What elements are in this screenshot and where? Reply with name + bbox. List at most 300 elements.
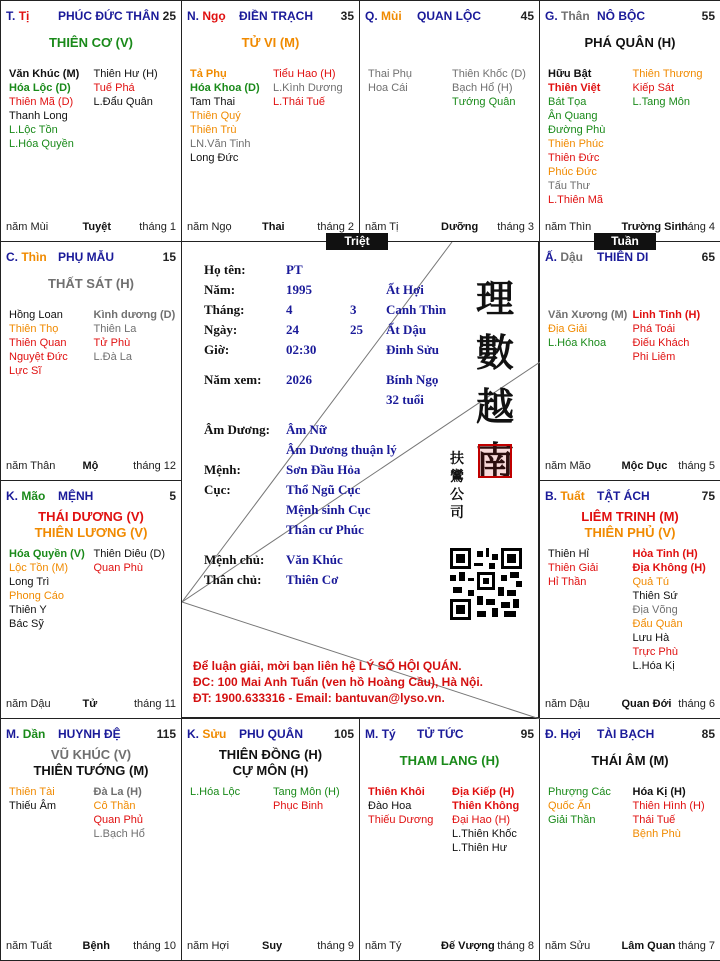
palace-header xyxy=(185,9,356,25)
palace-age-number: 95 xyxy=(520,727,534,741)
minor-star: Thiên Hư (H) xyxy=(93,68,158,80)
ngay-am: 25 xyxy=(350,322,363,337)
main-star-block xyxy=(1,509,181,541)
minor-star: Thiên Giải xyxy=(548,562,599,574)
life-stage: Thai xyxy=(262,221,285,233)
minor-star: Thiên Việt xyxy=(548,82,601,94)
main-star: LIÊM TRINH (M) xyxy=(581,509,679,524)
life-stage: Lâm Quan xyxy=(621,940,676,952)
palace-name: TẬT ÁCH xyxy=(597,489,650,503)
palace-header xyxy=(4,727,178,743)
palace-branch: Tý xyxy=(381,727,396,741)
contact-phone-email: ĐT: 1900.633316 - Email: bantuvan@lyso.vn. xyxy=(193,691,445,705)
palace-branch: Dần xyxy=(22,727,46,741)
minor-star: Thiên Sứ xyxy=(632,590,678,602)
contact-line-1: Để luận giải, mời bạn liên hệ LÝ SỐ HỘI QUÁN. xyxy=(193,659,462,673)
palace-age-number: 15 xyxy=(162,250,176,264)
footer-year: năm Tuất xyxy=(6,940,52,952)
palace-footer xyxy=(543,698,717,712)
star-list-right xyxy=(633,785,705,841)
palace-name: PHỤ MẪU xyxy=(58,250,114,264)
minor-star: Địa Kiếp (H) xyxy=(452,786,515,798)
palace-header xyxy=(363,9,536,25)
palace-name: ĐIỀN TRẠCH xyxy=(239,9,313,23)
minor-star: Thai Phụ xyxy=(368,68,413,80)
life-stage: Tử xyxy=(82,698,98,710)
footer-year: năm Tý xyxy=(365,940,402,952)
footer-year: năm Dậu xyxy=(545,698,590,710)
minor-star: Lưu Hà xyxy=(632,632,670,644)
palace-stem: M. Dần xyxy=(6,727,46,741)
palace-stem: Q. Mùi xyxy=(365,9,402,23)
palace-header xyxy=(543,489,717,505)
minor-star: L.Kình Dương xyxy=(273,82,343,94)
ho-ten-value: PT xyxy=(286,262,303,277)
main-star: THẤT SÁT (H) xyxy=(48,276,134,291)
star-list-left xyxy=(548,308,627,350)
minor-star: Thiên Thọ xyxy=(9,323,59,335)
star-list-right xyxy=(273,785,340,813)
palace-header xyxy=(185,727,356,743)
minor-star: Địa Võng xyxy=(632,604,678,616)
main-star-block xyxy=(182,35,359,51)
minor-star: Thiên Khôi xyxy=(368,786,425,798)
minor-star: Phong Cáo xyxy=(9,590,65,602)
star-list-right xyxy=(633,67,703,109)
star-list-right xyxy=(94,67,158,109)
palace-branch: Tị xyxy=(18,9,30,23)
minor-star: Tử Phù xyxy=(93,337,131,349)
am-duong-value: Âm Nữ xyxy=(286,422,327,437)
nam-can-chi: Ất Hợi xyxy=(386,282,424,297)
palace-stem: G. Thân xyxy=(545,9,590,23)
life-stage: Mộc Dục xyxy=(621,460,668,472)
palace-age-number: 75 xyxy=(701,489,715,503)
main-star: CỰ MÔN (H) xyxy=(232,763,309,778)
main-star: THAM LANG (H) xyxy=(399,753,500,768)
menh-label: Mệnh: xyxy=(204,462,241,477)
star-list-left xyxy=(368,785,433,827)
minor-star: Tang Môn (H) xyxy=(273,786,340,798)
minor-star: Tướng Quân xyxy=(452,96,516,108)
minor-star: Bác Sỹ xyxy=(9,618,44,630)
minor-star: Thiên Tài xyxy=(9,786,55,798)
minor-star: Hóa Lộc (D) xyxy=(9,82,71,94)
palace-branch: Thân xyxy=(561,9,590,23)
palace-header xyxy=(363,727,536,743)
minor-star: Long Trì xyxy=(9,576,50,588)
minor-star: L.Tang Môn xyxy=(632,96,690,108)
minor-star: Nguyệt Đức xyxy=(9,351,68,363)
ngay-can-chi: Ất Dậu xyxy=(386,322,427,337)
palace-header xyxy=(543,250,717,266)
footer-month: tháng 2 xyxy=(317,221,354,233)
footer-year: năm Mão xyxy=(545,460,591,472)
minor-star: Tả Phụ xyxy=(190,68,227,80)
minor-star: Quan Phủ xyxy=(93,814,144,826)
minor-star: Thiên Không xyxy=(452,800,520,812)
star-list-left xyxy=(368,67,412,95)
palace-header xyxy=(543,727,717,743)
palace-age-number: 115 xyxy=(156,727,176,741)
main-star: PHÁ QUÂN (H) xyxy=(584,35,676,50)
minor-star: Hóa Kị (H) xyxy=(632,786,686,798)
palace-stem: K. Mão xyxy=(6,489,46,503)
seal-small-char: 司 xyxy=(450,505,464,521)
minor-star: Văn Xương (M) xyxy=(548,309,628,321)
than-marker: THÂN xyxy=(125,9,160,23)
seal-small-char: 鸞 xyxy=(450,469,464,485)
minor-star: Phi Liêm xyxy=(632,351,676,363)
main-star: THIÊN PHỦ (V) xyxy=(584,525,676,540)
palace-footer xyxy=(4,940,178,954)
main-star-block xyxy=(182,747,359,779)
cuc-note-1: Mệnh sinh Cục xyxy=(286,502,371,517)
minor-star: Hỉ Thần xyxy=(548,576,587,588)
minor-star: Tiểu Hao (H) xyxy=(273,68,336,80)
minor-star: Thiên Trù xyxy=(190,124,237,136)
minor-star: Giải Thần xyxy=(548,814,596,826)
footer-month: tháng 1 xyxy=(139,221,176,233)
minor-star: L.Thiên Khốc xyxy=(452,828,517,840)
palace-name: THIÊN DI xyxy=(597,250,649,264)
palace-cell-mui[interactable] xyxy=(359,0,540,242)
palace-cell-thin[interactable] xyxy=(0,241,182,481)
palace-name: MỆNH xyxy=(58,489,94,503)
seal-char-stamp: 南 xyxy=(475,438,514,483)
thang-value: 4 xyxy=(286,302,293,317)
star-list-left xyxy=(548,785,611,827)
palace-stem: B. Tuất xyxy=(545,489,585,503)
qr-code-icon[interactable] xyxy=(450,548,522,620)
minor-star: L.Hóa Khoa xyxy=(548,337,607,349)
palace-age-number: 55 xyxy=(701,9,715,23)
main-star-block xyxy=(540,35,720,51)
minor-star: Thanh Long xyxy=(9,110,68,122)
star-list-right xyxy=(94,547,166,575)
main-star-block xyxy=(1,747,181,779)
life-stage: Suy xyxy=(262,940,283,952)
star-list-right xyxy=(452,67,526,109)
palace-header xyxy=(4,489,178,505)
seal-char: 越 xyxy=(475,384,514,429)
seal-small-char: 公 xyxy=(450,487,464,503)
minor-star: Thái Tuế xyxy=(632,814,676,826)
palace-cell-mao[interactable] xyxy=(0,480,182,719)
main-star-block xyxy=(360,753,539,769)
star-list-left xyxy=(9,547,85,631)
minor-star: Phượng Các xyxy=(548,786,611,798)
palace-cell-dau[interactable] xyxy=(539,241,720,481)
minor-star: Thiên Hỉ xyxy=(548,548,589,560)
calligraphy-logo xyxy=(472,272,518,488)
palace-branch: Mùi xyxy=(381,9,402,23)
minor-star: LN.Văn Tinh xyxy=(190,138,251,150)
minor-star: Kiếp Sát xyxy=(632,82,675,94)
nam-xem-can-chi: Bính Ngọ xyxy=(386,372,439,387)
footer-month: tháng 3 xyxy=(497,221,534,233)
triet-tag: Triệt xyxy=(326,233,388,250)
palace-stem: K. Sửu xyxy=(187,727,227,741)
footer-year: năm Tị xyxy=(365,221,399,233)
palace-footer xyxy=(4,698,178,712)
palace-header xyxy=(4,250,178,266)
cuc-note-2: Thân cư Phúc xyxy=(286,522,364,537)
menh-chu-label: Mệnh chủ: xyxy=(204,552,265,567)
thang-label: Tháng: xyxy=(204,302,245,317)
minor-star: Thiên Phúc xyxy=(548,138,604,150)
footer-month: tháng 8 xyxy=(497,940,534,952)
minor-star: Phục Binh xyxy=(273,800,324,812)
palace-footer xyxy=(543,940,717,954)
palace-stem: Ấ. Dậu xyxy=(545,250,584,264)
footer-month: tháng 11 xyxy=(133,698,176,710)
minor-star: Thiên Quý xyxy=(190,110,241,122)
minor-star: L.Hóa Quyền xyxy=(9,138,74,150)
tuoi-value: 32 tuổi xyxy=(386,392,424,407)
calligraphy-small xyxy=(448,450,466,522)
palace-stem: Đ. Hợi xyxy=(545,727,581,741)
palace-name: QUAN LỘC xyxy=(417,9,481,23)
minor-star: Bạch Hổ (H) xyxy=(452,82,513,94)
footer-month: tháng 7 xyxy=(678,940,715,952)
gio-label: Giờ: xyxy=(204,342,230,357)
palace-name: NÔ BỘC xyxy=(597,9,645,23)
minor-star: Hóa Quyền (V) xyxy=(9,548,85,560)
minor-star: Bát Tọa xyxy=(548,96,587,108)
minor-star: L.Đẩu Quân xyxy=(93,96,153,108)
cuc-value: Thổ Ngũ Cục xyxy=(286,482,361,497)
minor-star: Tấu Thư xyxy=(548,180,591,192)
tuan-tag: Tuần xyxy=(594,233,656,250)
footer-month: tháng 6 xyxy=(678,698,715,710)
star-list-right xyxy=(273,67,343,109)
seal-char: 理 xyxy=(475,276,514,321)
minor-star: Đẩu Quân xyxy=(632,618,683,630)
life-stage: Bệnh xyxy=(82,940,110,952)
palace-age-number: 35 xyxy=(340,9,354,23)
palace-branch: Ngọ xyxy=(202,9,226,23)
minor-star: L.Hóa Kị xyxy=(632,660,675,672)
palace-stem: N. Ngọ xyxy=(187,9,226,23)
palace-age-number: 65 xyxy=(701,250,715,264)
minor-star: L.Lộc Tồn xyxy=(9,124,58,136)
palace-footer xyxy=(543,460,717,474)
minor-star: Kình dương (D) xyxy=(93,309,176,321)
minor-star: Bệnh Phù xyxy=(632,828,681,840)
palace-branch: Sửu xyxy=(202,727,227,741)
nam-xem-value: 2026 xyxy=(286,372,312,387)
palace-cell-tuat[interactable] xyxy=(539,480,720,719)
main-star-block xyxy=(1,276,181,292)
palace-branch: Dậu xyxy=(560,250,584,264)
minor-star: Thiên Mã (D) xyxy=(9,96,74,108)
palace-branch: Thìn xyxy=(21,250,47,264)
star-list-left xyxy=(190,785,240,799)
palace-age-number: 45 xyxy=(520,9,534,23)
star-list-left xyxy=(9,67,79,151)
than-chu-label: Thân chủ: xyxy=(204,572,262,587)
red-stamp-icon xyxy=(478,444,512,478)
palace-branch: Hợi xyxy=(560,727,581,741)
minor-star: L.Thái Tuế xyxy=(273,96,325,108)
minor-star: L.Thiên Hư xyxy=(452,842,508,854)
palace-name: TỬ TỨC xyxy=(417,727,464,741)
minor-star: Tam Thai xyxy=(190,96,236,108)
minor-star: Hữu Bật xyxy=(548,68,592,80)
life-stage: Dưỡng xyxy=(441,221,479,233)
footer-month: tháng 5 xyxy=(678,460,715,472)
minor-star: L.Đà La xyxy=(93,351,133,363)
than-chu-value: Thiên Cơ xyxy=(286,572,339,587)
footer-month: tháng 9 xyxy=(317,940,354,952)
footer-year: năm Mùi xyxy=(6,221,49,233)
main-star: TỬ VI (M) xyxy=(241,35,300,50)
star-list-left xyxy=(9,785,56,813)
minor-star: Hỏa Tinh (H) xyxy=(632,548,698,560)
palace-name: TÀI BẠCH xyxy=(597,727,655,741)
star-list-left xyxy=(548,67,605,207)
palace-stem: T. Tị xyxy=(6,9,30,23)
main-star: THIÊN LƯƠNG (V) xyxy=(34,525,148,540)
ngay-label: Ngày: xyxy=(204,322,238,337)
seal-char: 數 xyxy=(475,330,514,375)
minor-star: Thiên Thương xyxy=(632,68,703,80)
minor-star: Quả Tú xyxy=(632,576,669,588)
minor-star: L.Thiên Mã xyxy=(548,194,604,206)
star-list-right xyxy=(452,785,519,855)
minor-star: Hoa Cái xyxy=(368,82,408,94)
minor-star: Thiên Hình (H) xyxy=(632,800,705,812)
life-stage: Trường Sinh xyxy=(621,221,689,233)
life-stage: Tuyệt xyxy=(82,221,112,233)
minor-star: Địa Không (H) xyxy=(632,562,706,574)
main-star-block xyxy=(540,753,720,769)
life-stage: Quan Đới xyxy=(621,698,672,710)
am-duong-label: Âm Dương: xyxy=(204,422,270,437)
gio-value: 02:30 xyxy=(286,342,317,357)
minor-star: Trực Phù xyxy=(632,646,678,658)
footer-year: năm Ngọ xyxy=(187,221,232,233)
star-list-left xyxy=(9,308,68,378)
minor-star: Thiên La xyxy=(93,323,137,335)
main-star-block xyxy=(540,509,720,541)
minor-star: Quan Phù xyxy=(93,562,144,574)
main-star: THIÊN ĐỒNG (H) xyxy=(218,747,323,762)
palace-age-number: 25 xyxy=(162,9,176,23)
minor-star: Đại Hao (H) xyxy=(452,814,511,826)
footer-month: tháng 4 xyxy=(678,221,715,233)
gio-can-chi: Đinh Sửu xyxy=(386,342,439,357)
minor-star: Thiên Khốc (D) xyxy=(452,68,526,80)
minor-star: Đà La (H) xyxy=(93,786,142,798)
main-star: THÁI DƯƠNG (V) xyxy=(38,509,144,524)
ngay-value: 24 xyxy=(286,322,299,337)
minor-star: Đào Hoa xyxy=(368,800,412,812)
minor-star: Ân Quang xyxy=(548,110,598,122)
palace-footer xyxy=(363,221,536,235)
nam-xem-label: Năm xem: xyxy=(204,372,262,387)
footer-year: năm Hợi xyxy=(187,940,230,952)
palace-cell-hoi[interactable] xyxy=(539,718,720,961)
palace-age-number: 5 xyxy=(169,489,176,503)
thang-can-chi: Canh Thìn xyxy=(386,302,447,317)
palace-branch: Tuất xyxy=(560,489,585,503)
star-list-left xyxy=(548,547,598,589)
palace-cell-suu[interactable] xyxy=(181,718,360,961)
palace-name: PHÚC ĐỨC THÂN xyxy=(58,9,160,23)
main-star-block xyxy=(1,35,181,51)
minor-star: Thiếu Dương xyxy=(368,814,434,826)
palace-name: PHU QUÂN xyxy=(239,727,304,741)
main-star: VŨ KHÚC (V) xyxy=(50,747,132,762)
palace-age-number: 105 xyxy=(333,727,354,741)
palace-cell-dan[interactable] xyxy=(0,718,182,961)
minor-star: Thiếu Âm xyxy=(9,800,57,812)
main-star: THÁI ÂM (M) xyxy=(591,753,669,768)
minor-star: Lực Sĩ xyxy=(9,365,42,377)
star-list-right xyxy=(94,785,145,841)
minor-star: Linh Tinh (H) xyxy=(632,309,701,321)
palace-cell-ty[interactable] xyxy=(0,0,182,242)
main-star: THIÊN CƠ (V) xyxy=(48,35,134,50)
star-list-right xyxy=(633,547,706,673)
footer-year: năm Dậu xyxy=(6,698,51,710)
palace-footer xyxy=(4,460,178,474)
am-duong-note: Âm Dương thuận lý xyxy=(286,442,397,457)
palace-age-number: 85 xyxy=(701,727,715,741)
star-list-left xyxy=(190,67,260,165)
palace-stem: C. Thìn xyxy=(6,250,47,264)
minor-star: Địa Giải xyxy=(548,323,588,335)
life-stage: Đế Vượng xyxy=(441,940,495,952)
minor-star: Thiên Quan xyxy=(9,337,67,349)
palace-name: HUYNH ĐỆ xyxy=(58,727,121,741)
minor-star: Phá Toái xyxy=(632,323,676,335)
palace-header xyxy=(4,9,178,25)
palace-stem: M. Tý xyxy=(365,727,396,741)
palace-footer xyxy=(4,221,178,235)
menh-value: Sơn Đầu Hỏa xyxy=(286,462,361,477)
nam-value: 1995 xyxy=(286,282,312,297)
thang-am: 3 xyxy=(350,302,357,317)
palace-cell-ti[interactable] xyxy=(359,718,540,961)
minor-star: Lộc Tồn (M) xyxy=(9,562,69,574)
menh-chu-value: Văn Khúc xyxy=(286,552,343,567)
minor-star: Tuế Phá xyxy=(93,82,135,94)
footer-year: năm Sửu xyxy=(545,940,591,952)
minor-star: Thiên Y xyxy=(9,604,47,616)
minor-star: L.Bạch Hổ xyxy=(93,828,145,840)
minor-star: Đường Phù xyxy=(548,124,606,136)
minor-star: Thiên Đức xyxy=(548,152,600,164)
palace-footer xyxy=(185,940,356,954)
cuc-label: Cục: xyxy=(204,482,231,497)
footer-month: tháng 12 xyxy=(133,460,176,472)
minor-star: Điếu Khách xyxy=(632,337,690,349)
palace-cell-ngo[interactable] xyxy=(181,0,360,242)
footer-year: năm Thìn xyxy=(545,221,592,233)
palace-cell-than[interactable] xyxy=(539,0,720,242)
ho-ten-label: Họ tên: xyxy=(204,262,246,277)
center-info-panel xyxy=(181,241,539,718)
minor-star: Phúc Đức xyxy=(548,166,597,178)
footer-month: tháng 10 xyxy=(133,940,176,952)
palace-branch: Mão xyxy=(21,489,46,503)
star-list-right xyxy=(94,308,176,364)
main-star: THIÊN TƯỚNG (M) xyxy=(33,763,149,778)
minor-star: Cô Thần xyxy=(93,800,136,812)
